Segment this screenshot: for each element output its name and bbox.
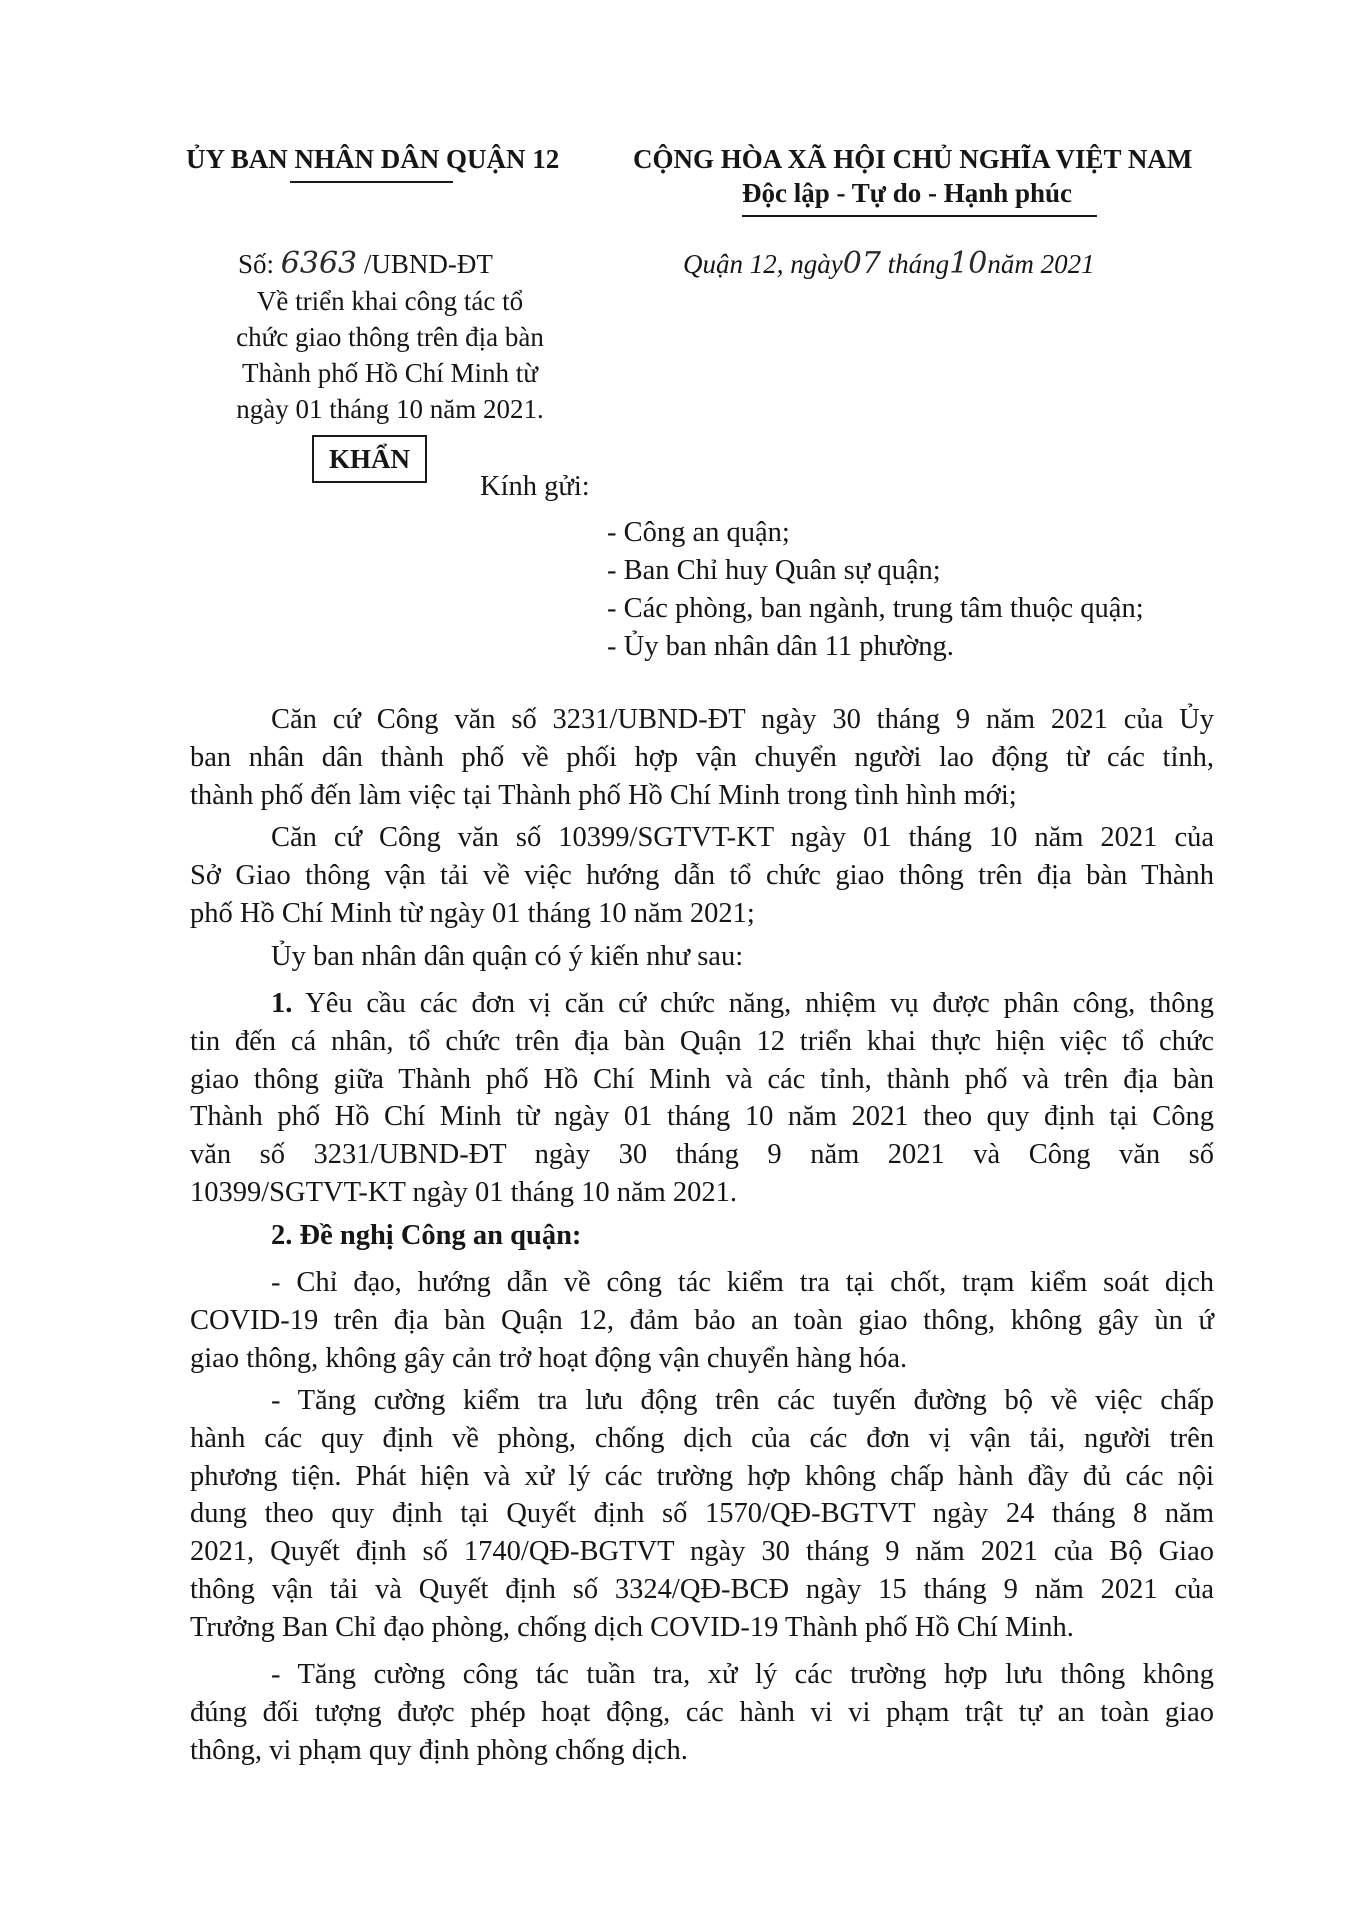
subject-summary — [190, 283, 590, 427]
item-2-bullet-1 — [190, 1264, 1214, 1377]
item-2-bullet-2 — [190, 1382, 1214, 1647]
paragraph-line: phố Hồ Chí Minh từ ngày 01 tháng 10 năm 2021; — [190, 897, 755, 929]
paragraph-line: thông vận tải và Quyết định số 3324/QĐ-BCĐ ngày 15 tháng 9 năm 2021 của — [190, 1573, 1214, 1605]
subject-line: Về triển khai công tác tổ — [256, 286, 524, 316]
paragraph-line: văn số 3231/UBND-ĐT ngày 30 tháng 9 năm 2021 và Công văn số — [190, 1139, 1214, 1171]
item-1-number: 1. — [271, 988, 293, 1019]
item-2-heading-text: 2. Đề nghị Công an quận: — [271, 1220, 582, 1251]
item-1-paragraph — [190, 985, 1214, 1212]
paragraph-line: - Chỉ đạo, hướng dẫn về công tác kiểm tra tại chốt, trạm kiểm soát dịch — [271, 1267, 1214, 1298]
paragraph-line: thành phố đến làm việc tại Thành phố Hồ Chí Minh trong tình hình mới; — [190, 779, 1017, 811]
paragraph-legal-basis-2 — [190, 819, 1214, 932]
date-day-handwritten: 07 — [842, 246, 881, 281]
paragraph-line: 10399/SGTVT-KT ngày 01 tháng 10 năm 2021. — [190, 1176, 738, 1208]
paragraph-line: Sở Giao thông vận tải về việc hướng dẫn tổ chức giao thông trên địa bàn Thành — [190, 859, 1214, 891]
paragraph-line: Căn cứ Công văn số 3231/UBND-ĐT ngày 30 tháng 9 năm 2021 của Ủy — [271, 704, 1214, 735]
recipient-item: - Công an quận; — [607, 517, 790, 548]
paragraph-line: hành các quy định về phòng, chống dịch của các đơn vị vận tải, người trên — [190, 1422, 1214, 1454]
paragraph-line: tin đến cá nhân, tổ chức trên địa bàn Quận 12 triển khai thực hiện việc tổ chức — [190, 1025, 1214, 1057]
paragraph-line: giao thông giữa Thành phố Hồ Chí Minh và các tỉnh, thành phố và trên địa bàn — [190, 1063, 1214, 1095]
paragraph-line: - Tăng cường kiểm tra lưu động trên các tuyến đường bộ về việc chấp — [271, 1385, 1214, 1416]
recipient-item: - Ban Chỉ huy Quân sự quận; — [607, 555, 941, 586]
doc-number-prefix: Số: — [238, 249, 275, 279]
paragraph-line: phương tiện. Phát hiện và xử lý các trường hợp không chấp hành đầy đủ các nội — [190, 1460, 1214, 1492]
item-2-bullet-3 — [190, 1656, 1214, 1769]
subject-line: Thành phố Hồ Chí Minh từ — [242, 358, 538, 388]
paragraph-line: dung theo quy định tại Quyết định số 1570/QĐ-BGTVT ngày 24 tháng 8 năm — [190, 1498, 1214, 1530]
paragraph-line: ban nhân dân thành phố về phối hợp vận chuyển người lao động từ các tỉnh, — [190, 741, 1214, 773]
urgency-stamp: KHẨN — [312, 435, 427, 483]
date-year-label: năm 2021 — [987, 249, 1095, 279]
paragraph-line: - Tăng cường công tác tuần tra, xử lý các trường hợp lưu thông không — [271, 1659, 1214, 1690]
paragraph-line: 2021, Quyết định số 1740/QĐ-BGTVT ngày 30 tháng 9 năm 2021 của Bộ Giao — [190, 1536, 1214, 1568]
recipient-item: - Các phòng, ban ngành, trung tâm thuộc quận; — [607, 593, 1144, 624]
date-place-day-label: Quận 12, ngày — [683, 249, 843, 279]
date-month-handwritten: 10 — [949, 246, 988, 281]
recipients-greeting: Kính gửi: — [480, 471, 590, 502]
doc-number-suffix: /UBND-ĐT — [363, 249, 493, 279]
issue-date — [683, 246, 1095, 281]
paragraph-line: Căn cứ Công văn số 10399/SGTVT-KT ngày 01 tháng 10 năm 2021 của — [271, 822, 1214, 853]
recipient-item: - Ủy ban nhân dân 11 phường. — [607, 631, 954, 662]
agency-underline — [290, 181, 453, 183]
item-2-heading — [190, 1217, 1214, 1255]
paragraph-line: Trưởng Ban Chỉ đạo phòng, chống dịch COVID-19 Thành phố Hồ Chí Minh. — [190, 1611, 1074, 1643]
subject-line: ngày 01 tháng 10 năm 2021. — [236, 394, 544, 424]
issuing-agency: ỦY BAN NHÂN DÂN QUẬN 12 — [186, 144, 560, 174]
motto-underline — [742, 215, 1097, 217]
recipients-list — [607, 514, 1144, 666]
paragraph-line: đúng đối tượng được phép hoạt động, các hành vi vi phạm trật tự an toàn giao — [190, 1696, 1214, 1728]
date-month-label: tháng — [887, 249, 950, 279]
national-motto: Độc lập - Tự do - Hạnh phúc — [742, 178, 1073, 208]
paragraph-opinion-intro — [190, 938, 1214, 976]
doc-number — [238, 246, 493, 281]
doc-number-handwritten: 6363 — [280, 246, 358, 281]
paragraph-line: Thành phố Hồ Chí Minh từ ngày 01 tháng 10 năm 2021 theo quy định tại Công — [190, 1101, 1214, 1133]
country-name: CỘNG HÒA XÃ HỘI CHỦ NGHĨA VIỆT NAM — [633, 144, 1193, 174]
subject-line: chức giao thông trên địa bàn — [236, 322, 544, 352]
paragraph-line: giao thông, không gây cản trở hoạt động vận chuyển hàng hóa. — [190, 1342, 908, 1374]
paragraph-line: Ủy ban nhân dân quận có ý kiến như sau: — [271, 941, 744, 972]
paragraph-line: thông, vi phạm quy định phòng chống dịch. — [190, 1734, 688, 1766]
paragraph-legal-basis-1 — [190, 701, 1214, 814]
paragraph-line: Yêu cầu các đơn vị căn cứ chức năng, nhiệm vụ được phân công, thông — [305, 988, 1214, 1019]
paragraph-line: COVID-19 trên địa bàn Quận 12, đảm bảo an toàn giao thông, không gây ùn ứ — [190, 1304, 1214, 1336]
